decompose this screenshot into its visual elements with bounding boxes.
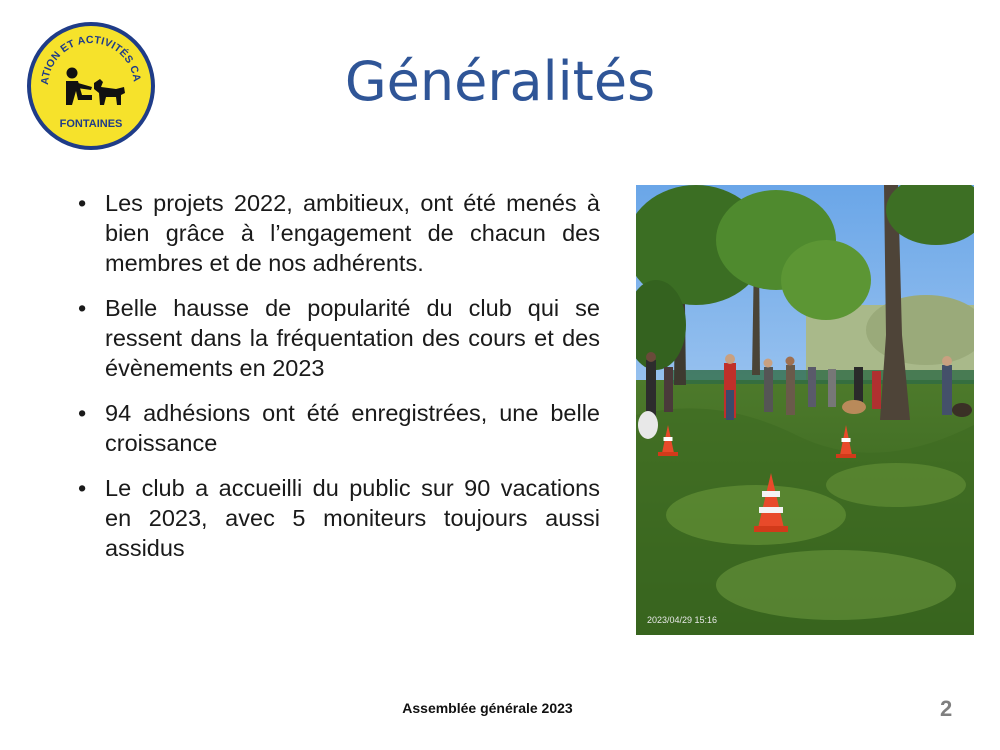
- bullet-dot: •: [78, 295, 87, 321]
- logo-top-text: ATION ET ACTIVITÉS CA: [38, 33, 143, 86]
- bullet-dot: •: [78, 475, 87, 501]
- bullet-text: 94 adhésions ont été enregistrées, une belle croissance: [105, 400, 600, 456]
- bullet-dot: •: [78, 400, 87, 426]
- bullet-item: [78, 293, 600, 383]
- club-photo: [636, 185, 974, 635]
- photo-timestamp: 2023/04/29 15:16: [647, 615, 718, 625]
- slide-footer: Assemblée générale 2023: [402, 700, 573, 716]
- logo-bottom-text: FONTAINES: [59, 118, 123, 130]
- bullet-item: [78, 398, 600, 458]
- bullet-text: Belle hausse de popularité du club qui se ressent dans la fréquentation des cours et des évènements en 2023: [105, 295, 600, 381]
- page-number: 2: [940, 696, 953, 721]
- bullet-list: [78, 188, 600, 578]
- bullet-item: [78, 188, 600, 278]
- bullet-text: Le club a accueilli du public sur 90 vacations en 2023, avec 5 moniteurs toujours aussi assidus: [105, 475, 600, 561]
- bullet-text: Les projets 2022, ambitieux, ont été menés à bien grâce à l’engagement de chacun des membres et de nos adhérents.: [105, 190, 600, 276]
- slide-title: Généralités: [344, 50, 656, 113]
- bullet-item: [78, 473, 600, 563]
- bullet-dot: •: [78, 190, 87, 216]
